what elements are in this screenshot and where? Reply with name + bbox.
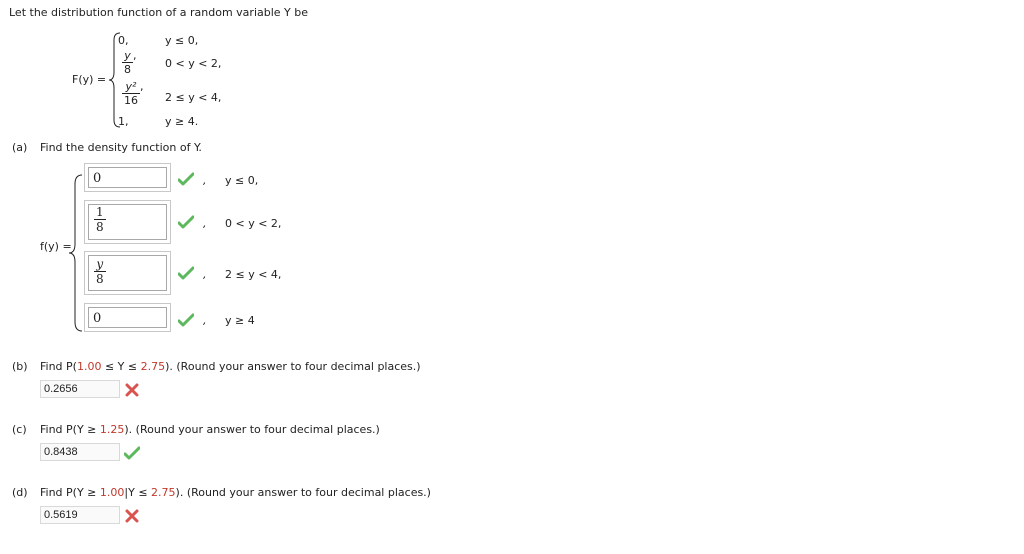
pdf-comma-1: , <box>203 217 207 230</box>
pdf-comma-3: , <box>203 314 207 327</box>
pdf-answer-2-box[interactable] <box>84 251 171 295</box>
pdf-answer-3-box[interactable] <box>84 303 171 332</box>
cdf-case-0-cond: y ≤ 0, <box>165 34 199 47</box>
check-icon <box>178 266 194 280</box>
pdf-brace <box>68 174 84 332</box>
pdf-answer-0: 0 <box>93 171 102 186</box>
cdf-lhs: F(y) = <box>72 73 107 86</box>
check-icon <box>178 172 194 186</box>
part-a-label: (a) <box>12 141 28 154</box>
pdf-comma-2: , <box>203 268 207 281</box>
cross-icon <box>125 383 139 397</box>
pdf-cond-1: 0 < y < 2, <box>225 217 282 230</box>
check-icon <box>178 313 194 327</box>
pdf-cond-0: y ≤ 0, <box>225 174 259 187</box>
intro-text: Let the distribution function of a random variable Y be <box>9 6 309 19</box>
part-c-prompt: Find P(Y ≥ 1.25). (Round your answer to four decimal places.) <box>40 423 380 436</box>
part-d-prompt: Find P(Y ≥ 1.00|Y ≤ 2.75). (Round your answer to four decimal places.) <box>40 486 431 499</box>
pdf-cond-3: y ≥ 4 <box>225 314 255 327</box>
pdf-answer-2: $\frac{y}{8}$ <box>96 257 104 286</box>
cdf-case-1-value: $\frac{y}{8}$ , <box>124 49 137 76</box>
cdf-case-1-cond: 0 < y < 2, <box>165 57 222 70</box>
part-b-answer-field[interactable]: 0.2656 <box>40 380 120 398</box>
cdf-case-2-cond: 2 ≤ y < 4, <box>165 91 222 104</box>
cdf-case-3-value: 1, <box>118 115 129 128</box>
part-d-answer-field[interactable]: 0.5619 <box>40 506 120 524</box>
pdf-cond-2: 2 ≤ y < 4, <box>225 268 282 281</box>
part-b-label: (b) <box>12 360 28 373</box>
check-icon <box>124 446 140 460</box>
pdf-answer-0-box[interactable] <box>84 163 171 192</box>
check-icon <box>178 215 194 229</box>
part-c-answer-field[interactable]: 0.8438 <box>40 443 120 461</box>
pdf-answer-1-box[interactable] <box>84 200 171 244</box>
cdf-case-2-value: $\frac{\text{y²}}{16}$ , <box>124 80 144 107</box>
part-c-label: (c) <box>12 423 27 436</box>
cross-icon <box>125 509 139 523</box>
pdf-lhs: f(y) = <box>40 240 72 253</box>
part-b-prompt: Find P(1.00 ≤ Y ≤ 2.75). (Round your answer to four decimal places.) <box>40 360 421 373</box>
pdf-comma-0: , <box>203 174 207 187</box>
pdf-answer-1: $\frac{1}{8}$ <box>96 205 104 234</box>
part-d-label: (d) <box>12 486 28 499</box>
cdf-case-0-value: 0, <box>118 34 129 47</box>
cdf-case-3-cond: y ≥ 4. <box>165 115 199 128</box>
pdf-answer-3: 0 <box>93 311 102 326</box>
part-a-prompt: Find the density function of Y. <box>40 141 202 154</box>
